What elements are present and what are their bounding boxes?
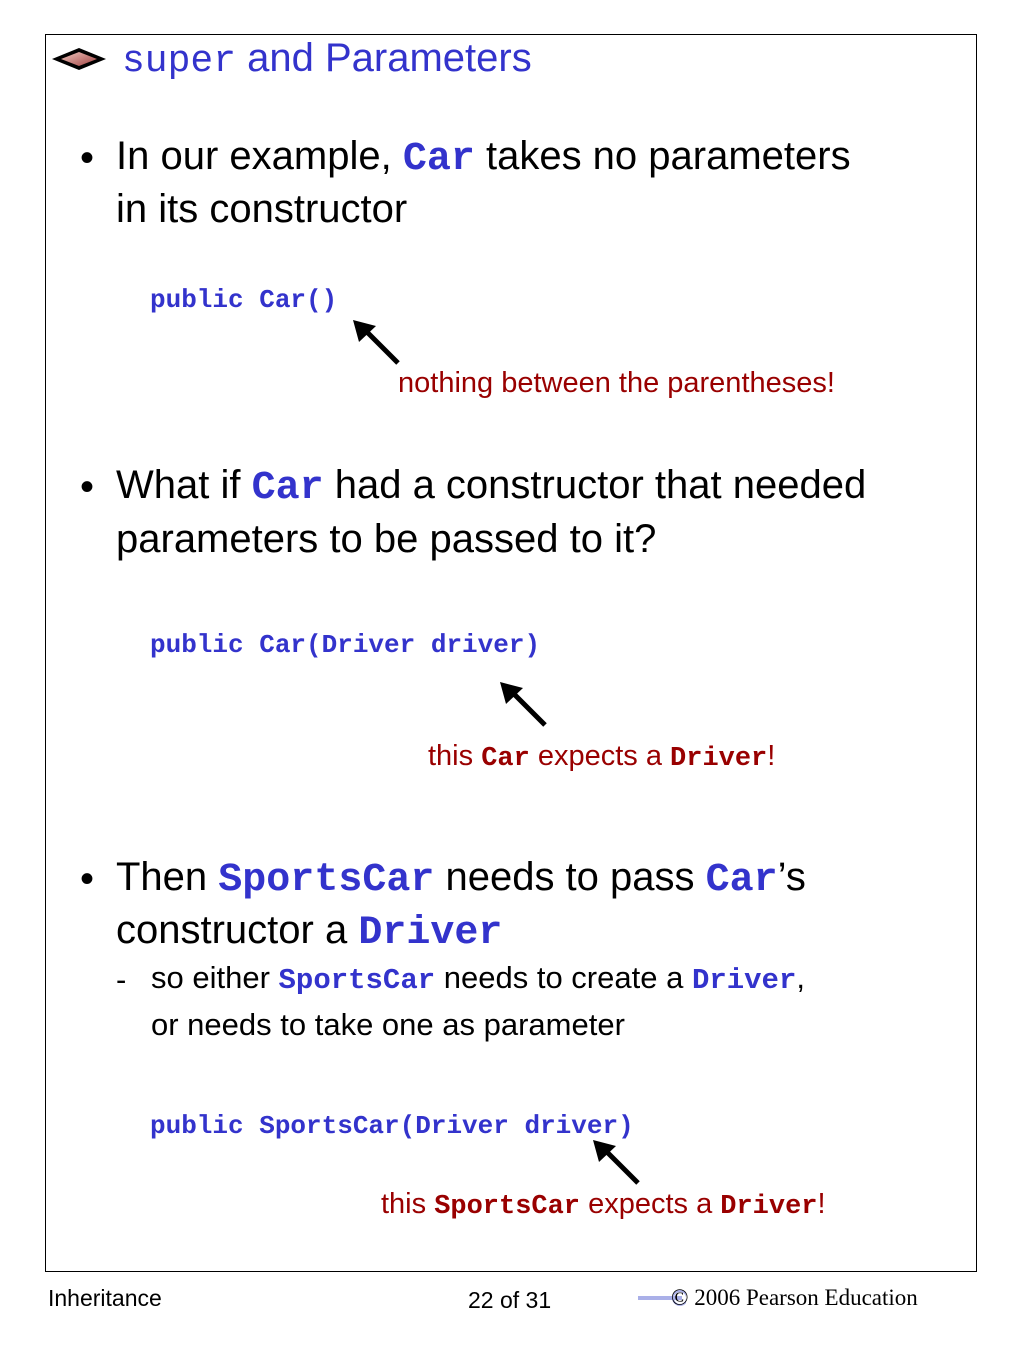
code-line-1: public Car() [150, 285, 338, 315]
bullet-marker: • [80, 136, 95, 180]
note-3: this SportsCar expects a Driver! [381, 1188, 826, 1222]
slide-title: super and Parameters [122, 36, 532, 83]
note-1: nothing between the parentheses! [398, 367, 835, 399]
bullet-2-line-2: parameters to be passed to it? [116, 517, 657, 561]
arrow-icon [350, 318, 404, 368]
bullet-1-line-2: in its constructor [116, 187, 408, 231]
diamond-bullet-icon [50, 46, 108, 72]
footer-page-number: 22 of 31 [468, 1287, 552, 1313]
bullet-3-line-2: constructor a Driver [116, 908, 503, 956]
note-2: this Car expects a Driver! [428, 740, 776, 774]
sub-bullet-line-1: so either SportsCar needs to create a Driver, [151, 960, 805, 997]
sub-bullet-line-2: or needs to take one as parameter [151, 1007, 625, 1042]
bullet-1-line-1: In our example, Car takes no parameters [116, 134, 851, 182]
bullet-2-line-1: What if Car had a constructor that needed [116, 463, 867, 511]
footer-topic: Inheritance [48, 1285, 162, 1311]
bullet-3-line-1: Then SportsCar needs to pass Car’s [116, 855, 806, 903]
footer-copyright: © 2006 Pearson Education [671, 1285, 918, 1310]
code-line-2: public Car(Driver driver) [150, 630, 541, 660]
arrow-icon [590, 1138, 644, 1188]
arrow-icon [497, 680, 551, 730]
sub-bullet-dash: - [116, 962, 127, 997]
bullet-marker: • [80, 465, 95, 509]
code-line-3: public SportsCar(Driver driver) [150, 1111, 634, 1141]
bullet-marker: • [80, 857, 95, 901]
